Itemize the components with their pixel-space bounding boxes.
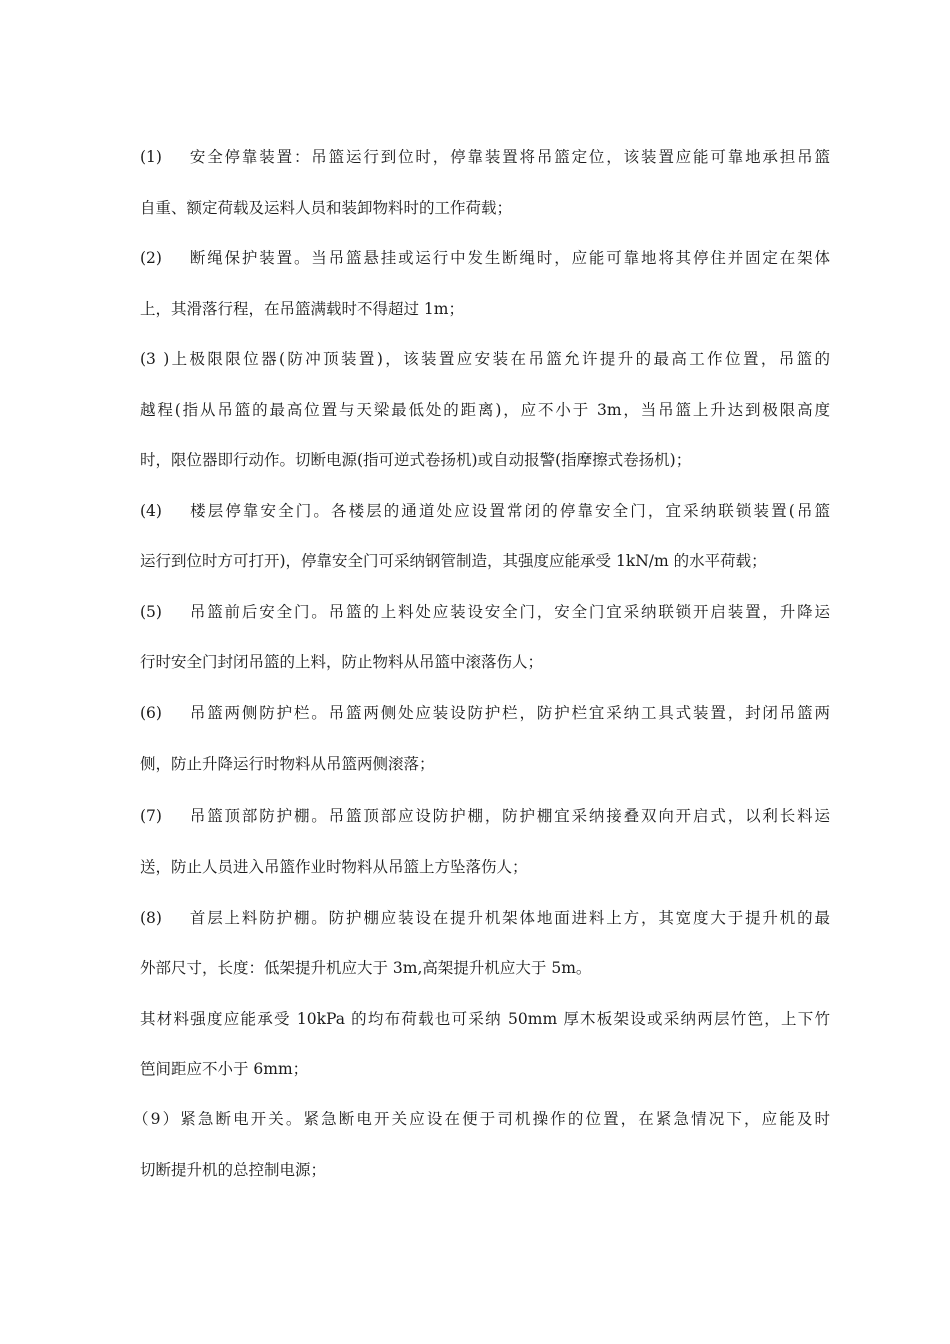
item-2-text: 断绳保护装置。当吊篮悬挂或运行中发生断绳时，应能可靠地将其停住并固定在架体 bbox=[188, 249, 830, 267]
item-9-line-1: （9）紧急断电开关。紧急断电开关应设在便于司机操作的位置，在紧急情况下，应能及时 bbox=[133, 1110, 830, 1128]
item-6-number: (6) bbox=[140, 704, 162, 722]
materials-line-1: 其材料强度应能承受 10kPa 的均布荷载也可采纳 50mm 厚木板架设或采纳两层竹笆，上下竹 bbox=[140, 1010, 830, 1028]
item-7-line-1 bbox=[140, 806, 830, 826]
item-8-line-1 bbox=[140, 908, 830, 928]
item-5-line-2: 行时安全门封闭吊篮的上料，防止物料从吊篮中滚落伤人； bbox=[140, 653, 544, 671]
item-2-number: (2) bbox=[140, 249, 162, 267]
item-6-line-1 bbox=[140, 703, 830, 723]
item-5-line-1 bbox=[140, 602, 830, 622]
item-5-number: (5) bbox=[140, 603, 162, 621]
item-3-line-3: 时，限位器即行动作。切断电源(指可逆式卷扬机)或自动报警(指摩擦式卷扬机)； bbox=[140, 451, 692, 469]
item-8-number: (8) bbox=[140, 909, 162, 927]
item-4-line-1 bbox=[140, 501, 830, 521]
item-1-number: (1) bbox=[140, 148, 162, 166]
item-2-line-1 bbox=[140, 248, 830, 268]
item-3-line-1: (3 )上极限限位器(防冲顶装置)，该装置应安装在吊篮允许提升的最高工作位置，吊篮的 bbox=[140, 350, 830, 368]
item-7-text: 吊篮顶部防护棚。吊篮顶部应设防护棚，防护棚宜采纳接叠双向开启式，以利长料运 bbox=[188, 807, 830, 825]
item-8-line-2: 外部尺寸，长度：低架提升机应大于 3m,高架提升机应大于 5m。 bbox=[140, 959, 592, 977]
item-4-line-2: 运行到位时方可打开)，停靠安全门可采纳钢管制造，其强度应能承受 1kN/m 的水平荷载； bbox=[140, 552, 767, 570]
item-1-line-1 bbox=[140, 147, 830, 167]
item-3-line-2: 越程(指从吊篮的最高位置与天梁最低处的距离)，应不小于 3m，当吊篮上升达到极限高度 bbox=[140, 401, 830, 419]
item-6-line-2: 侧，防止升降运行时物料从吊篮两侧滚落； bbox=[140, 755, 435, 773]
item-6-text: 吊篮两侧防护栏。吊篮两侧处应装设防护栏，防护栏宜采纳工具式装置，封闭吊篮两 bbox=[188, 704, 830, 722]
item-7-number: (7) bbox=[140, 807, 162, 825]
materials-line-2: 笆间距应不小于 6mm； bbox=[140, 1060, 309, 1078]
item-1-text: 安全停靠装置：吊篮运行到位时，停靠装置将吊篮定位，该装置应能可靠地承担吊篮 bbox=[188, 148, 830, 166]
item-2-line-2: 上，其滑落行程，在吊篮满载时不得超过 1m； bbox=[140, 300, 464, 318]
item-1-line-2: 自重、额定荷载及运料人员和装卸物料时的工作荷载； bbox=[140, 199, 513, 217]
item-4-text: 楼层停靠安全门。各楼层的通道处应设置常闭的停靠安全门，宜采纳联锁装置(吊篮 bbox=[188, 502, 830, 520]
item-7-line-2: 送，防止人员进入吊篮作业时物料从吊篮上方坠落伤人； bbox=[140, 858, 528, 876]
item-9-line-2: 切断提升机的总控制电源； bbox=[140, 1161, 327, 1179]
item-8-text: 首层上料防护棚。防护棚应装设在提升机架体地面进料上方，其宽度大于提升机的最 bbox=[188, 909, 830, 927]
item-5-text: 吊篮前后安全门。吊篮的上料处应装设安全门，安全门宜采纳联锁开启装置，升降运 bbox=[188, 603, 830, 621]
item-4-number: (4) bbox=[140, 502, 162, 520]
